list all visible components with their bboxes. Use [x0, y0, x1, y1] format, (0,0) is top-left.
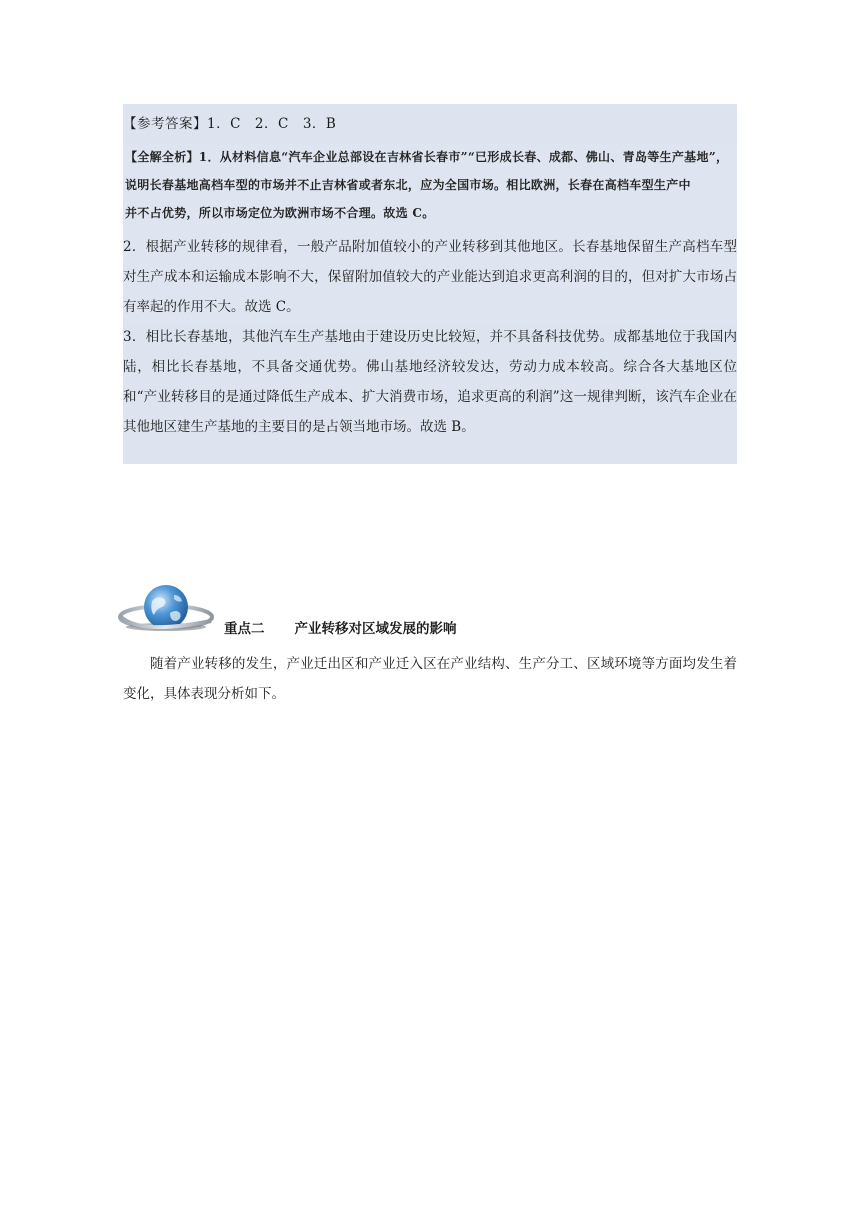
- section-heading: 产业转移对区域发展的影响: [294, 621, 457, 637]
- section-title: [224, 617, 457, 637]
- answer-values: 1．C 2．C 3．B: [207, 116, 337, 132]
- scanned-line-1: 【全解全析】1．从材料信息“汽车企业总部设在吉林省长春市”“已形成长春、成都、佛山、青岛等生产基地”，: [125, 150, 729, 164]
- answer-label: 【参考答案】: [123, 116, 207, 132]
- explanation-2: 2．根据产业转移的规律看，一般产品附加值较小的产业转移到其他地区。长春基地保留生产高档车型对生产成本和运输成本影响不大，保留附加值较大的产业能达到追求更高利润的目的，但对扩大市场占有率起的作用不大。故选 C。: [123, 239, 737, 315]
- answer-section: [123, 104, 737, 464]
- globe-icon: [118, 583, 228, 635]
- explanation-3: 3．相比长春基地，其他汽车生产基地由于建设历史比较短，并不具备科技优势。成都基地位于我国内陆，相比长春基地，不具备交通优势。佛山基地经济较发达，劳动力成本较高。综合各大基地区位和“产业转移目的是通过降低生产成本、扩大消费市场，追求更高的利润”这一规律判断，该汽车企业在其他地区建生产基地的主要目的是占领当地市场。故选 B。: [123, 329, 737, 435]
- scanned-line-2: 说明长春基地高档车型的市场并不止吉林省或者东北，应为全国市场。相比欧洲，长春在高档车型生产中: [125, 178, 691, 192]
- section-header: [118, 583, 738, 643]
- scanned-line-3: 并不占优势，所以市场定位为欧洲市场不合理。故选 C。: [125, 206, 435, 220]
- intro-paragraph: 随着产业转移的发生，产业迁出区和产业迁入区在产业结构、生产分工、区域环境等方面均发生着变化，具体表现分析如下。: [123, 656, 737, 702]
- explanation-list: [123, 232, 737, 442]
- answer-line: [123, 112, 336, 132]
- section-number: 重点二: [224, 621, 265, 637]
